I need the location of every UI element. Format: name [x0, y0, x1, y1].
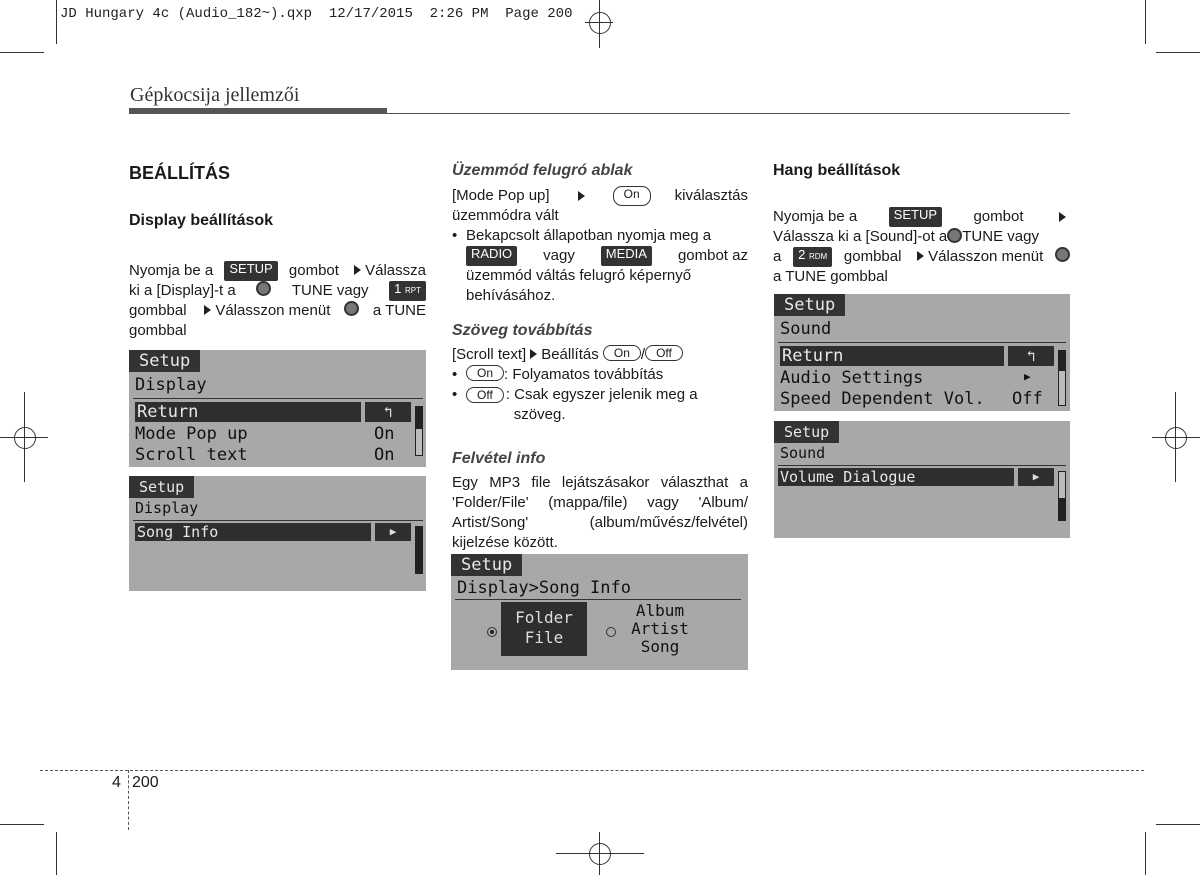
lcd-tab: Setup: [451, 554, 522, 576]
scrollbar[interactable]: [1058, 350, 1066, 406]
arrow-right-icon: [204, 305, 211, 315]
arrow-right-icon: [917, 251, 924, 261]
footer-rule: [40, 770, 1144, 771]
lcd-title: Display: [135, 499, 199, 517]
arrow-right-icon: [354, 265, 361, 275]
arrow-right-icon: ▶: [375, 523, 411, 541]
option-folder-file[interactable]: Folder File: [501, 602, 587, 656]
footer-page-number: 200: [132, 774, 159, 791]
recording-info-text: Egy MP3 file lejátszásakor választhat a 'Folder/File' (mappa/file) vagy 'Album/ Artist/Song' (album/művész/felvétel) kijelzése között.: [452, 474, 748, 551]
lcd-sound-volume-dialogue: [774, 421, 1070, 538]
value-mode-popup: On: [374, 424, 395, 444]
off-button-icon: Off: [466, 387, 504, 403]
menu-item-scroll-text[interactable]: Scroll text: [135, 445, 248, 465]
menu-item-audio-settings[interactable]: Audio Settings: [780, 368, 924, 388]
lcd-display-menu: [129, 350, 426, 467]
arrow-right-icon: ▶: [1018, 468, 1054, 486]
key-2-rdm: 2 RDM: [793, 247, 832, 267]
heading-sound-settings: Hang beállítások: [773, 162, 901, 179]
lcd-sound-menu: [774, 294, 1070, 411]
setup-key: SETUP: [224, 261, 277, 281]
header-rule-thin: [387, 113, 1070, 114]
lcd-tab: Setup: [774, 294, 845, 316]
arrow-right-icon: [578, 191, 585, 201]
key-1-rpt: 1 RPT: [389, 281, 426, 301]
mode-popup-text: [Mode Pop up] On kiválasztás üzemmódra vált • Bekapcsolt állapotban nyomja meg a RADIO vagy MEDIA gombot az üzemmód váltás felugró képernyő behívásához.: [452, 187, 748, 304]
col1-instructions: Nyomja be a SETUP gombot Válassza ki a [Display]-t a TUNE vagy 1 RPT gombbal Válasszon menüt a TUNE gombbal: [129, 261, 426, 339]
heading-scroll-text: Szöveg továbbítás: [452, 322, 593, 339]
footer-section-number: 4: [112, 774, 121, 791]
setup-key: SETUP: [889, 207, 942, 227]
tune-knob-icon: [1055, 247, 1070, 262]
scrollbar[interactable]: [415, 526, 423, 574]
return-icon: ↰: [1008, 346, 1054, 366]
return-icon: ↰: [365, 402, 411, 422]
arrow-right-icon: [1059, 212, 1066, 222]
menu-item-song-info[interactable]: Song Info: [135, 523, 371, 541]
off-button-icon: Off: [645, 345, 683, 361]
menu-item-speed-dependent-vol[interactable]: Speed Dependent Vol.: [780, 389, 985, 409]
arrow-right-icon: ▶: [1024, 370, 1031, 383]
radio-key: RADIO: [466, 246, 517, 266]
on-button-icon: On: [603, 345, 641, 361]
on-button-icon: On: [613, 186, 651, 206]
menu-item-volume-dialogue[interactable]: Volume Dialogue: [778, 468, 1014, 486]
lcd-display-songinfo: [129, 476, 426, 591]
radio-selected-icon[interactable]: [487, 627, 497, 637]
radio-unselected-icon[interactable]: [606, 627, 616, 637]
col3-instructions: Nyomja be a SETUP gombot Válassza ki a [Sound]-ot a TUNE vagy a 2 RDM gombbal Válasszon menüt a TUNE gombbal: [773, 207, 1070, 287]
scrollbar[interactable]: [415, 406, 423, 456]
lcd-title: Sound: [780, 444, 826, 462]
lcd-title: Display>Song Info: [457, 578, 631, 598]
heading-beallitas: BEÁLLÍTÁS: [129, 163, 230, 183]
lcd-song-info-select: [451, 554, 748, 670]
lcd-tab: Setup: [129, 350, 200, 372]
menu-item-return[interactable]: Return: [135, 402, 361, 422]
tune-knob-icon: [256, 281, 271, 296]
value-scroll-text: On: [374, 445, 395, 465]
scrollbar[interactable]: [1058, 471, 1066, 521]
media-key: MEDIA: [601, 246, 652, 266]
tune-knob-icon: [344, 301, 359, 316]
heading-mode-popup: Üzemmód felugró ablak: [452, 162, 633, 179]
arrow-right-icon: [530, 349, 537, 359]
scroll-text-section: [Scroll text] Beállítás On / Off • On : Folyamatos továbbítás • Off : Csak egyszer jelenik meg a szöveg.: [452, 346, 698, 423]
tune-knob-icon: [947, 228, 962, 243]
value-speed-dependent-vol: Off: [1012, 389, 1043, 409]
lcd-title: Sound: [780, 319, 832, 339]
menu-item-mode-popup[interactable]: Mode Pop up: [135, 424, 248, 444]
lcd-title: Display: [135, 375, 207, 395]
header-rule-thick: [129, 108, 387, 114]
on-button-icon: On: [466, 365, 504, 381]
lcd-tab: Setup: [774, 421, 839, 443]
heading-recording-info: Felvétel info: [452, 450, 546, 467]
option-album-artist-song[interactable]: Album Artist Song: [631, 601, 689, 656]
subheading-display: Display beállítások: [129, 212, 274, 229]
menu-item-return[interactable]: Return: [780, 346, 1004, 366]
print-slug: JD Hungary 4c (Audio_182~).qxp 12/17/2015 2:26 PM Page 200: [60, 6, 573, 22]
section-title: Gépkocsija jellemzői: [130, 84, 300, 106]
lcd-tab: Setup: [129, 476, 194, 498]
footer-divider: [128, 770, 129, 830]
